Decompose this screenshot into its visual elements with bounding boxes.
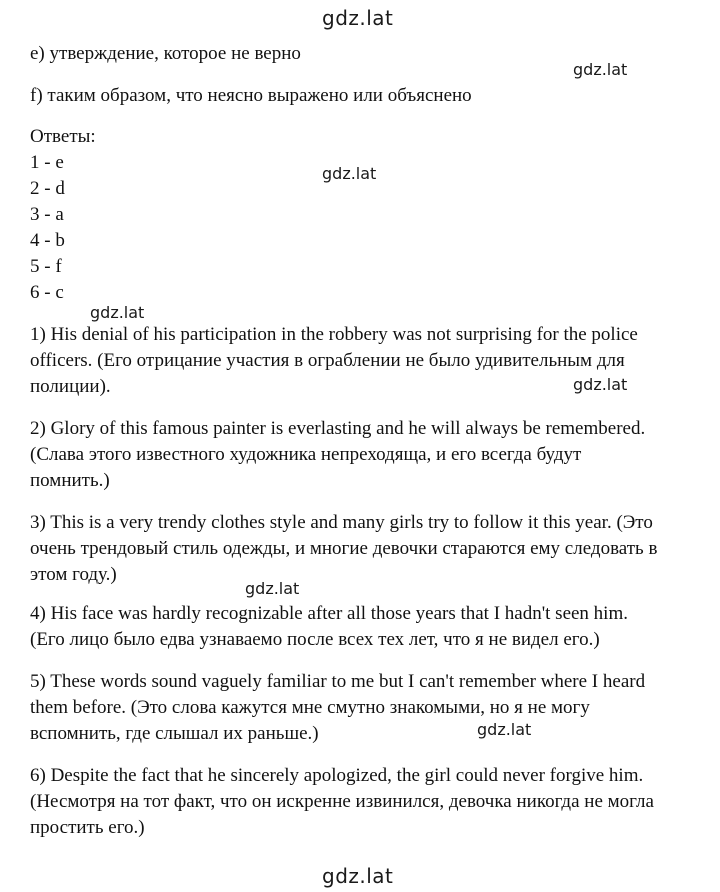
watermark: gdz.lat [573,375,628,394]
watermark: gdz.lat [322,164,377,183]
sentence-4 [30,601,690,653]
answer-item: 1 - e [30,152,64,173]
sentence-line: 2) Glory of this famous painter is everlasting and he will always be remembered. [30,418,646,439]
sentence-1 [30,322,690,400]
sentence-line: (Несмотря на тот факт, что он искренне извинился, девочка никогда не могла [30,791,654,812]
definition-e: e) утверждение, которое не верно [30,43,301,64]
sentence-line: полиции). [30,376,111,397]
sentence-line: 5) These words sound vaguely familiar to me but I can't remember where I heard [30,671,646,692]
sentence-6 [30,763,690,841]
sentence-line: (Слава этого известного художника непреходяща, и его всегда будут [30,444,582,465]
sentence-5 [30,669,690,747]
watermark-bottom: gdz.lat [322,864,394,888]
watermark: gdz.lat [245,579,300,598]
sentence-3 [30,510,690,588]
sentence-line: them before. (Это слова кажутся мне смутно знакомыми, но я не могу [30,697,590,718]
watermark: gdz.lat [573,60,628,79]
sentence-line: простить его.) [30,817,145,838]
sentence-line: вспомнить, где слышал их раньше.) [30,723,319,744]
answer-item: 5 - f [30,256,62,277]
watermark: gdz.lat [90,303,145,322]
sentence-line: этом году.) [30,564,117,585]
answer-item: 4 - b [30,230,65,251]
sentence-line: 3) This is a very trendy clothes style and many girls try to follow it this year. (Это [30,512,653,533]
sentence-line: (Его лицо было едва узнаваемо после всех тех лет, что я не видел его.) [30,629,600,650]
answer-item: 2 - d [30,178,65,199]
definition-f: f) таким образом, что неясно выражено или объяснено [30,85,472,106]
answer-item: 3 - a [30,204,64,225]
answers-heading: Ответы: [30,126,96,147]
sentence-line: 4) His face was hardly recognizable after all those years that I hadn't seen him. [30,603,628,624]
sentence-line: 1) His denial of his participation in the robbery was not surprising for the police [30,324,638,345]
watermark-top: gdz.lat [322,6,394,30]
sentence-line: очень трендовый стиль одежды, и многие девочки стараются ему следовать в [30,538,658,559]
answer-item: 6 - c [30,282,64,303]
sentence-line: помнить.) [30,470,110,491]
sentence-line: 6) Despite the fact that he sincerely apologized, the girl could never forgive him. [30,765,644,786]
watermark: gdz.lat [477,720,532,739]
sentence-2 [30,416,690,494]
sentence-line: officers. (Его отрицание участия в ограблении не было удивительным для [30,350,625,371]
